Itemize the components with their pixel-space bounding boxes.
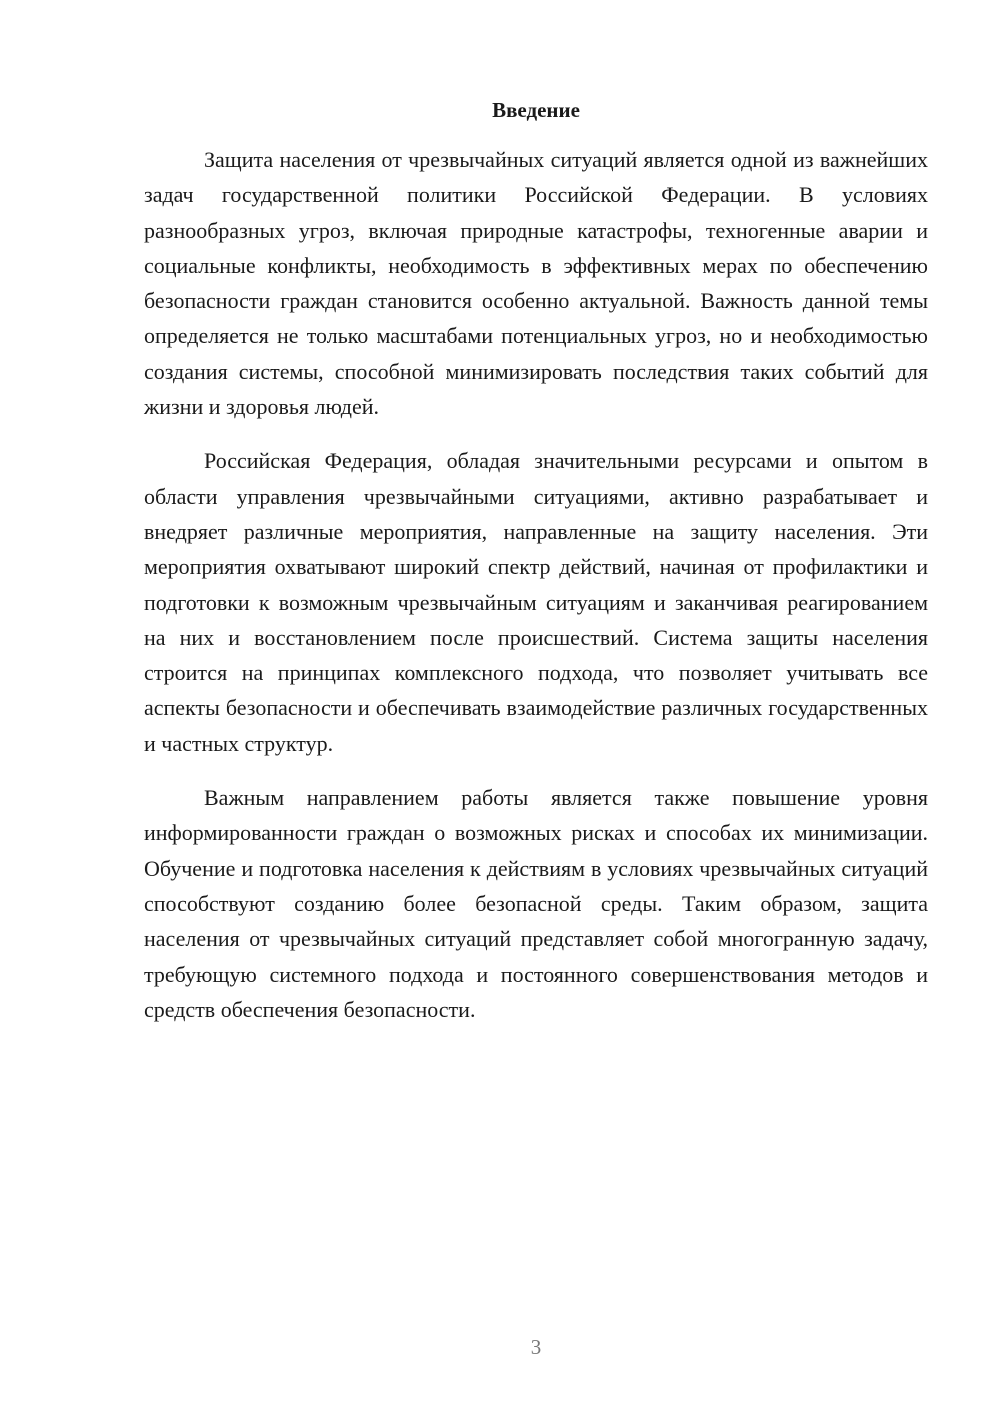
paragraph-1: Защита населения от чрезвычайных ситуаций является одной из важнейших задач государственной политики Российской Федерации. В условиях разнообразных угроз, включая природные катастрофы, техногенные аварии и социальные конфликты, необходимость в эффективных мерах по обеспечению безопасности граждан становится особенно актуальной. Важность данной темы определяется не только масштабами потенциальных угроз, но и необходимостью создания системы, способной минимизировать последствия таких событий для жизни и здоровья людей. [144,147,928,420]
section-heading: Введение [492,98,580,122]
page-number: 3 [530,1335,542,1359]
body-text [144,142,928,1046]
paragraph-3: Важным направлением работы является также повышение уровня информированности граждан о возможных рисках и способах их минимизации. Обучение и подготовка населения к действиям в условиях чрезвычайных ситуаций способствуют созданию более безопасной среды. Таким образом, защита населения от чрезвычайных ситуаций представляет собой многогранную задачу, требующую системного подхода и постоянного совершенствования методов и средств обеспечения безопасности. [144,785,928,1022]
paragraph-2: Российская Федерация, обладая значительными ресурсами и опытом в области управления чрезвычайными ситуациями, активно разрабатывает и внедряет различные мероприятия, направленные на защиту населения. Эти мероприятия охватывают широкий спектр действий, начиная от профилактики и подготовки к возможным чрезвычайным ситуациям и заканчивая реагированием на них и восстановлением после происшествий. Система защиты населения строится на принципах комплексного подхода, что позволяет учитывать все аспекты безопасности и обеспечивать взаимодействие различных государственных и частных структур. [144,448,928,756]
